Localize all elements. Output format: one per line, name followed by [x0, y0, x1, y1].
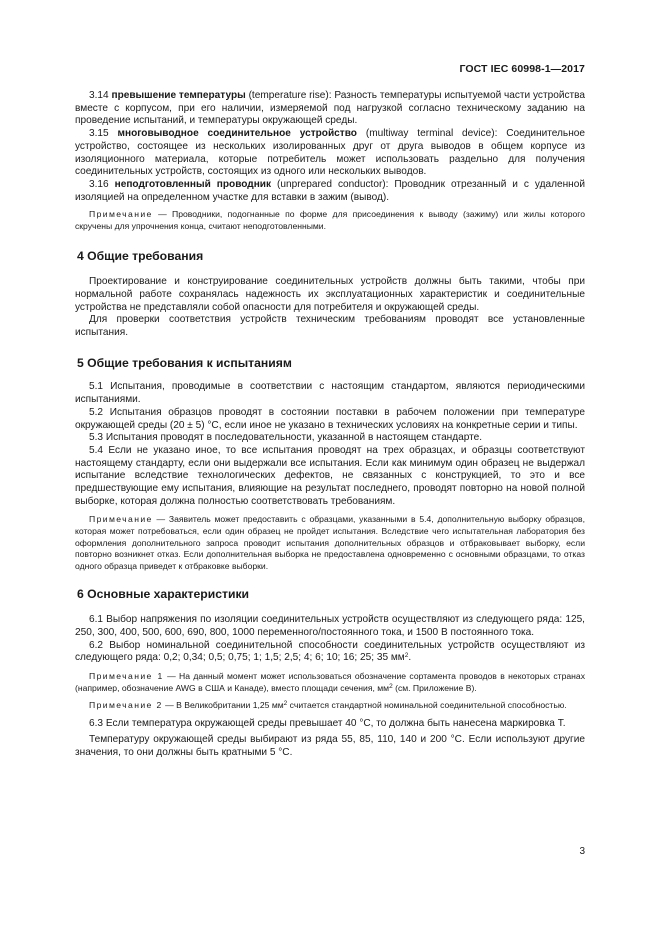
- section-4-p1: Проектирование и конструирование соединительных устройств должны быть такими, чтобы при нормальной работе сохранялась надежность их эксплуатационных характеристик и соединительные устройства не представляли собой опасности для потребителя и окружающей среды.: [75, 276, 585, 313]
- note-label: Примечание: [89, 514, 153, 525]
- note-6-1: [75, 671, 585, 694]
- term-name: многовыводное соединительное устройство: [117, 128, 357, 140]
- superscript: 2: [404, 652, 409, 660]
- term-definition: (multiway terminal device): Соединительное устройство, состоящее из нескольких изолированных друг от друга выводов в общем корпусе из изоляционного материала, которые потребитель может использовать раздельно для получения соединительных устройств, состоящих из одного или нескольких выводов.: [75, 128, 585, 178]
- superscript: 2: [283, 700, 288, 708]
- term-number: 3.15: [89, 128, 109, 140]
- term-3-15: [75, 128, 585, 179]
- note-text: — Проводники, подогнанные по форме для присоединения к выводу (зажиму) или жилы которого скручены для упрочнения конца, считают неподготовленными.: [75, 209, 585, 231]
- section-4-title: 4 Общие требования: [77, 248, 204, 263]
- clause-end: .: [408, 652, 412, 664]
- note-label: Примечание: [89, 209, 153, 220]
- term-name: превышение температуры: [111, 90, 246, 101]
- note-text: — В Великобритании 1,25 мм: [162, 700, 284, 711]
- section-5-title: 5 Общие требования к испытаниям: [77, 355, 292, 370]
- clause-6-2: [75, 640, 585, 665]
- note-text: — На данный момент может использоваться обозначение сортамента проводов в некоторых странах (например, обозначение AWG в США и Канаде), вместо площади сечения, мм: [75, 670, 585, 693]
- document-code: ГОСТ IEC 60998-1—2017: [459, 63, 585, 75]
- clause-5-2: 5.2 Испытания образцов проводят в состоянии поставки в рабочем положении при температуре окружающей среды (20 ± 5) °С, если иное не указано в технических условиях на конкретные серии и типы.: [75, 406, 585, 431]
- note-3-16: [75, 209, 585, 232]
- section-6-title: 6 Основные характеристики: [77, 587, 250, 602]
- superscript: 2: [389, 682, 393, 690]
- note-label: Примечание 1: [89, 670, 164, 681]
- clause-6-1: 6.1 Выбор напряжения по изоляции соединительных устройств осуществляют из следующего ряда: 125, 250, 300, 400, 500, 600, 690, 800, 1000 переменного/постоянного тока, и 1500 В постоянного тока.: [75, 614, 585, 638]
- clause-6-3-p2: Температуру окружающей среды выбирают из ряда 55, 85, 110, 140 и 200 °С. Если используют другие значения, то они должны быть кратными 5 °С.: [75, 734, 585, 759]
- clause-6-3: 6.3 Если температура окружающей среды превышает 40 °С, то должна быть нанесена маркировка Т.: [89, 717, 566, 729]
- term-number: 3.16: [89, 178, 109, 190]
- clause-5-3: 5.3 Испытания проводят в последовательности, указанной в настоящем стандарте.: [89, 432, 483, 444]
- page-number: 3: [579, 846, 585, 857]
- note-label: Примечание 2: [89, 700, 163, 711]
- note-text-end: считается стандартной номинальной соединительной способностью.: [287, 700, 567, 711]
- clause-text: 6.2 Выбор номинальной соединительной способности соединительных устройств осуществляют из следующего ряда: 0,2; 0,34; 0,5; 0,75; 1; 1,5; 2,5; 4; 6; 10; 16; 25; 35 мм: [75, 639, 585, 664]
- term-name: неподготовленный проводник: [114, 178, 272, 190]
- page-content: [75, 90, 585, 760]
- term-definition: (unprepared conductor): Проводник отрезанный и с удаленной изоляцией на определенном участке для вставки в зажим (вывод).: [75, 178, 586, 203]
- note-6-2: [75, 700, 585, 712]
- section-4-p2: Для проверки соответствия устройств техническим требованиям проводят все установленные испытания.: [75, 314, 585, 339]
- term-number: 3.14: [89, 90, 109, 101]
- term-3-14: [75, 90, 585, 128]
- clause-5-4: 5.4 Если не указано иное, то все испытания проводят на трех образцах, и образцы соответствуют настоящему стандарту, если они выдержали все испытания. Если как минимум один образец не выдержал испытание вследствие технологических дефектов, не связанных с конструкцией, то это и все предшествующие ему испытания, влияющие на результат последнего, проводят повторно на новой полной выборке, которая должна полностью соответствовать требованиям.: [75, 444, 585, 507]
- term-3-16: [75, 179, 585, 204]
- clause-5-1: 5.1 Испытания, проводимые в соответствии с настоящим стандартом, являются периодическими испытаниями.: [75, 381, 585, 406]
- note-5-4: [75, 514, 585, 572]
- term-definition: (temperature rise): Разность температуры испытуемой части устройства вместе с корпусом, при его наличии, измеряемой под нагрузкой согласно техническому заданию на проведение испытаний, и температуры окружающей среды.: [75, 90, 585, 127]
- note-text: — Заявитель может предоставить с образцами, указанными в 5.4, дополнительную выборку образцов, которая может потребоваться, если один образец не пройдет испытания. Вследствие чего испытательная лаборатория без оформления дополнительного запроса проводит испытания дополнительных образцов и отбраковывает выборку, если повторно возникнет отказ. Если дополнительная выборка не предоставлена одновременно с основными образцами, то отказ одного образца приведет к отбраковке выборки.: [75, 514, 585, 571]
- note-text-end: (см. Приложение В).: [392, 682, 477, 693]
